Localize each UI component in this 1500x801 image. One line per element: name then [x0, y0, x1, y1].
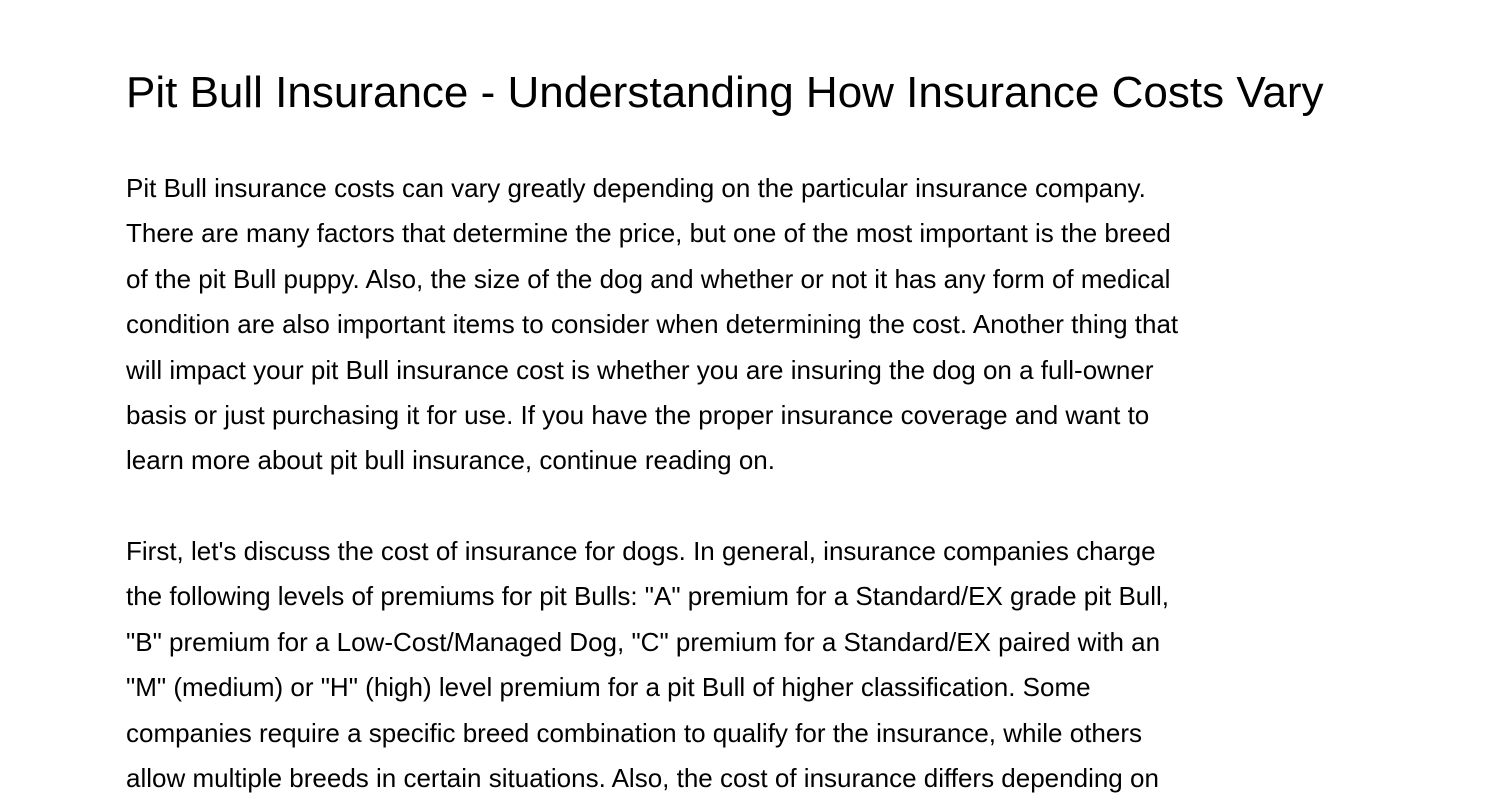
paragraph-line: of the pit Bull puppy. Also, the size of the dog and whether or not it has any form of medical — [126, 263, 1171, 294]
paragraph-line: allow multiple breeds in certain situations. Also, the cost of insurance differs depending on — [126, 763, 1159, 794]
paragraph-line: learn more about pit bull insurance, continue reading on. — [126, 445, 775, 476]
paragraph-line: condition are also important items to consider when determining the cost. Another thing that — [126, 309, 1179, 340]
document-title: Pit Bull Insurance - Understanding How Insurance Costs Vary — [126, 68, 1324, 117]
paragraph-1 — [126, 166, 1178, 484]
paragraph-line: Pit Bull insurance costs can vary greatly depending on the particular insurance company. — [126, 173, 1146, 203]
paragraph-line: will impact your pit Bull insurance cost is whether you are insuring the dog on a full-owner — [126, 354, 1154, 385]
paragraph-line: companies require a specific breed combination to qualify for the insurance, while others — [126, 717, 1142, 748]
paragraph-line: basis or just purchasing it for use. If you have the proper insurance coverage and want to — [126, 400, 1150, 431]
paragraph-line: First, let's discuss the cost of insurance for dogs. In general, insurance companies charge — [126, 536, 1156, 566]
paragraph-line: "M" (medium) or "H" (high) level premium for a pit Bull of higher classification. Some — [126, 672, 1091, 703]
paragraph-line: "B" premium for a Low-Cost/Managed Dog, "C" premium for a Standard/EX paired with an — [126, 626, 1161, 657]
paragraph-2 — [126, 529, 1169, 801]
paragraph-line: There are many factors that determine the price, but one of the most important is the breed — [126, 218, 1171, 249]
paragraph-line: the following levels of premiums for pit Bulls: "A" premium for a Standard/EX grade pit Bull, — [126, 581, 1170, 612]
